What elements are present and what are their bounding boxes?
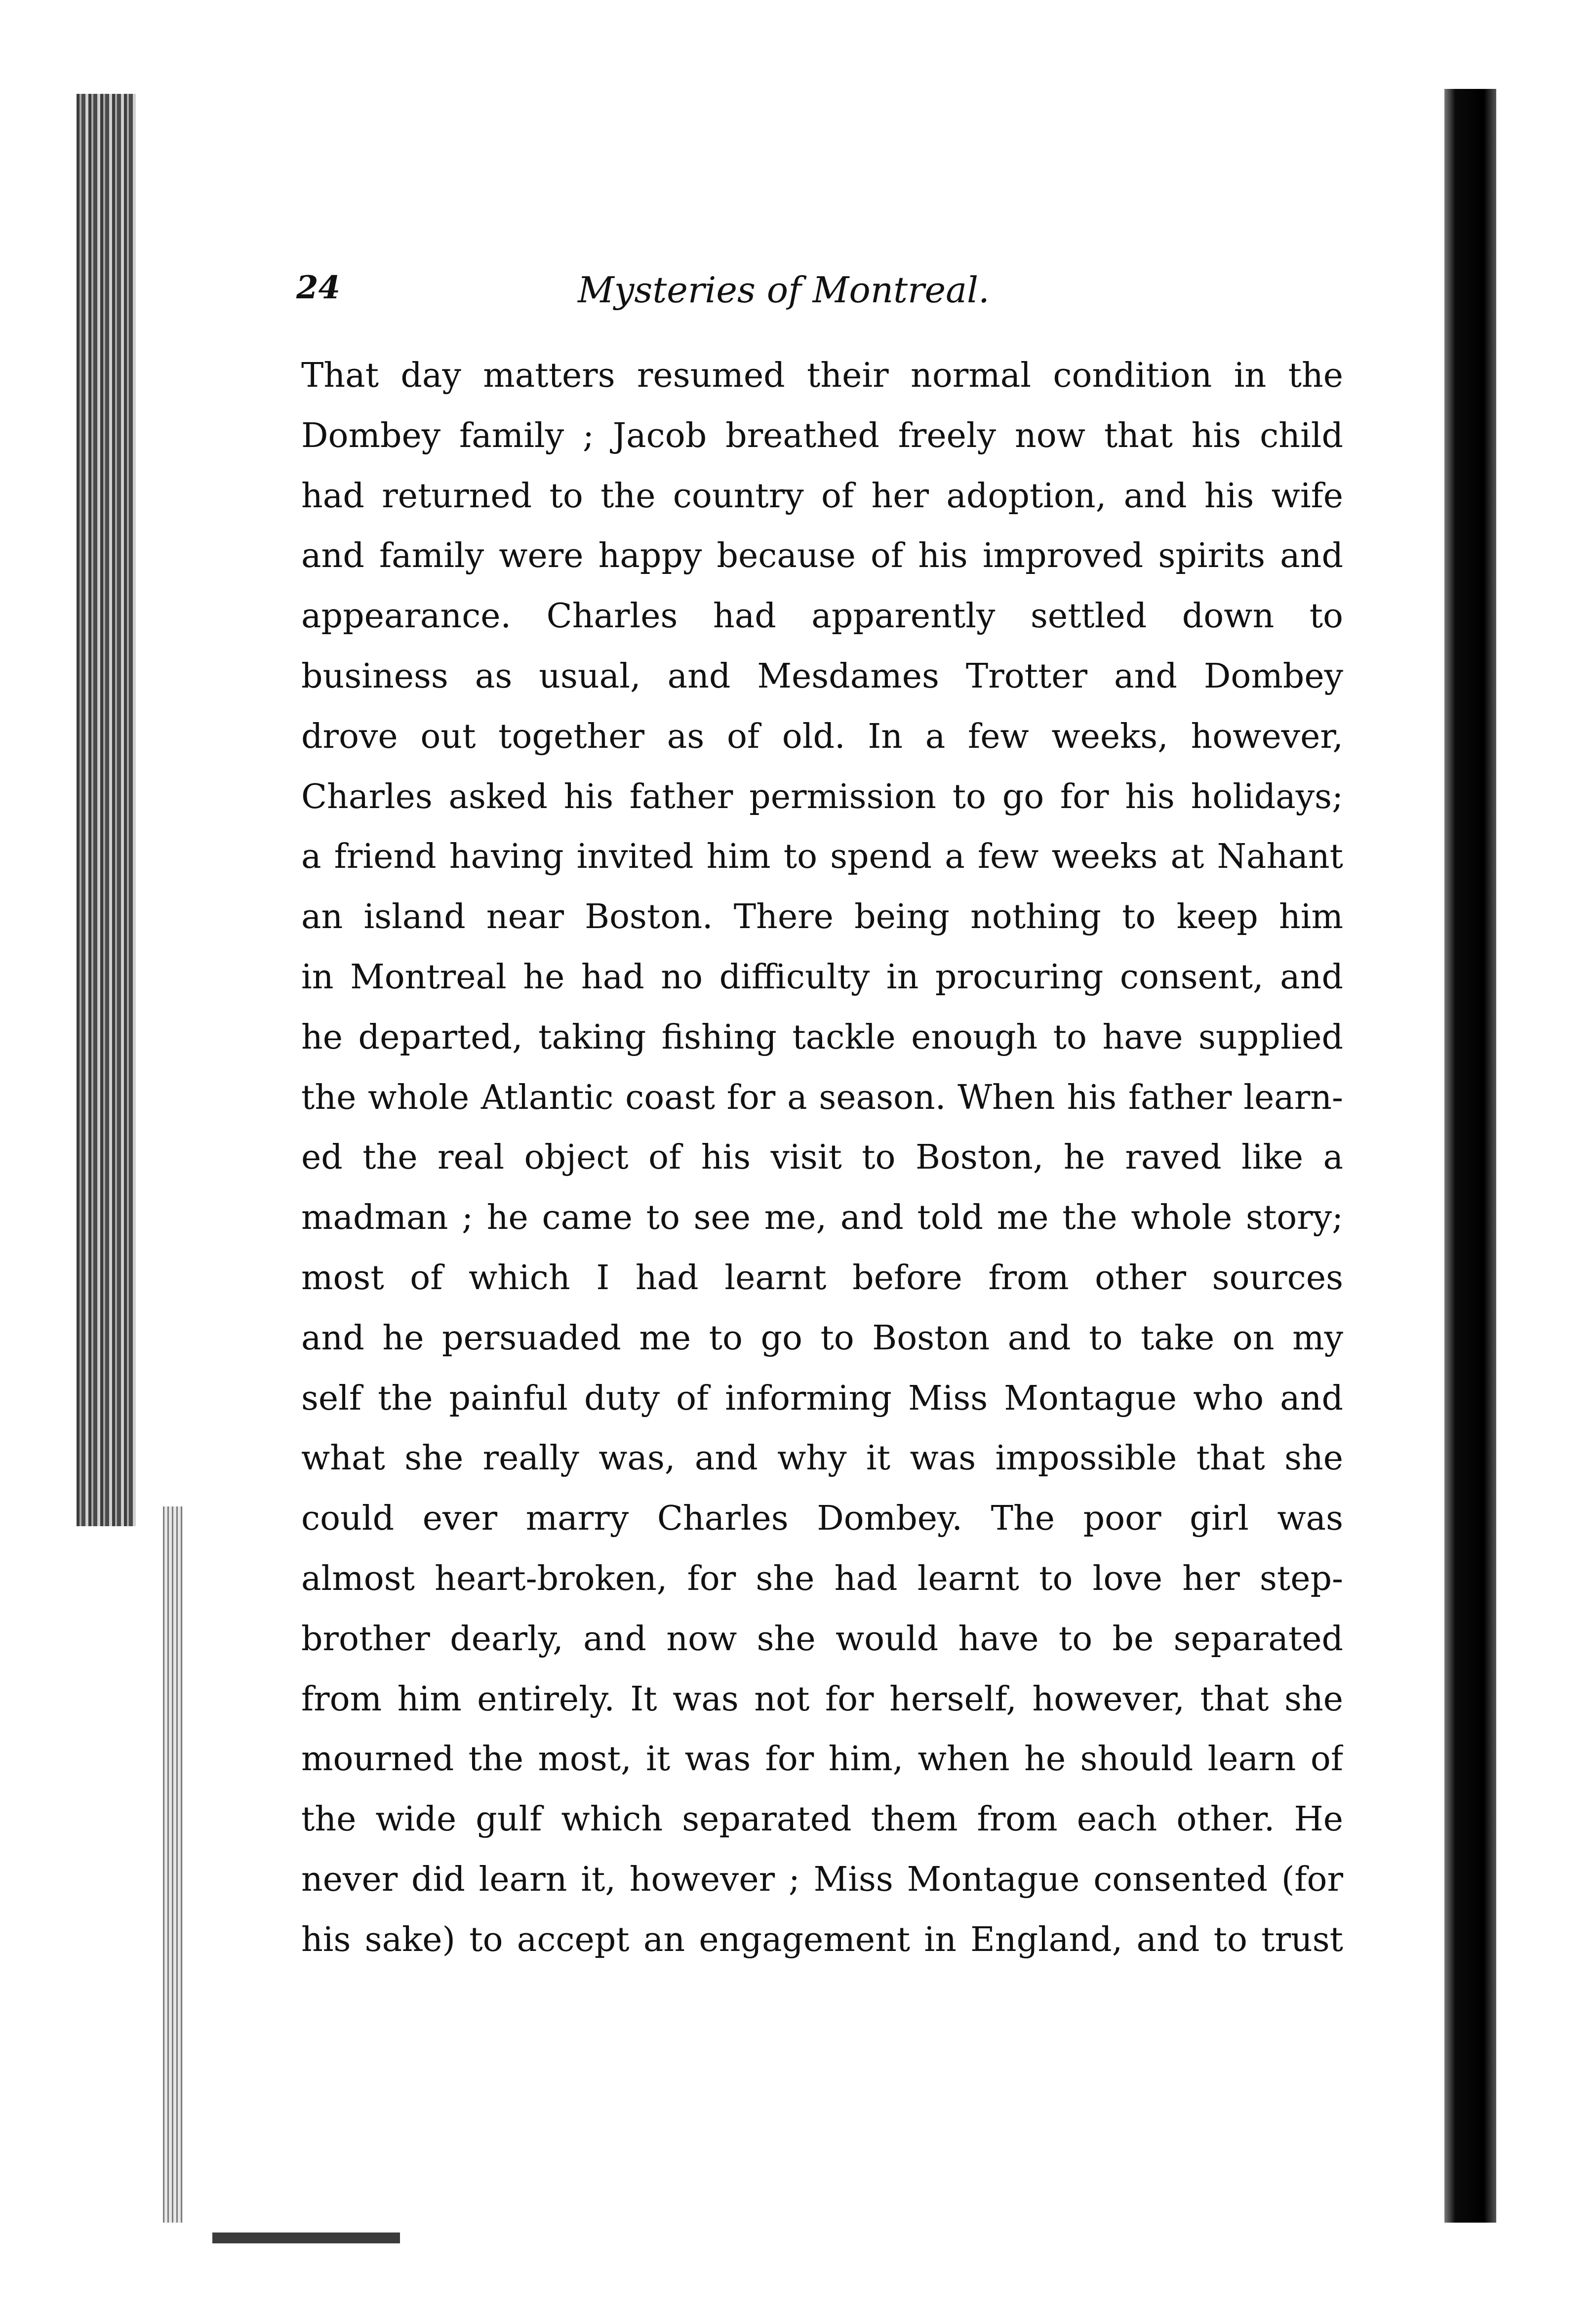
text-line: Dombey family ; Jacob breathed freely now that his child bbox=[301, 416, 1343, 455]
running-title: Mysteries of Montreal. bbox=[578, 269, 990, 311]
text-line: a friend having invited him to spend a few weeks at Nahant bbox=[301, 837, 1343, 877]
text-line: madman ; he came to see me, and told me the whole story; bbox=[301, 1198, 1343, 1238]
text-line: appearance. Charles had apparently settled down to bbox=[301, 597, 1343, 636]
body-text bbox=[301, 346, 1343, 1970]
text-line: drove out together as of old. In a few weeks, however, bbox=[301, 717, 1343, 756]
text-line: his sake) to accept an engagement in England, and to trust bbox=[301, 1920, 1343, 1959]
binding-edge-left-lower bbox=[163, 1506, 183, 2223]
text-line: never did learn it, however ; Miss Montague consented (for bbox=[301, 1860, 1343, 1899]
text-line: ed the real object of his visit to Boston, he raved like a bbox=[301, 1138, 1343, 1177]
text-line: the wide gulf which separated them from each other. He bbox=[301, 1800, 1343, 1839]
text-line: mourned the most, it was for him, when he should learn of bbox=[301, 1740, 1343, 1779]
text-line: he departed, taking fishing tackle enough to have supplied bbox=[301, 1017, 1343, 1057]
text-line: could ever marry Charles Dombey. The poor girl was bbox=[301, 1499, 1343, 1539]
text-line: most of which I had learnt before from other sources bbox=[301, 1258, 1343, 1298]
text-line: business as usual, and Mesdames Trotter and Dombey bbox=[301, 656, 1343, 696]
text-line: almost heart-broken, for she had learnt to love her step- bbox=[301, 1559, 1343, 1598]
binding-edge-bottom bbox=[212, 2233, 400, 2243]
binding-edge-right bbox=[1444, 89, 1496, 2223]
page-header bbox=[296, 269, 1156, 319]
text-line: and he persuaded me to go to Boston and to take on my bbox=[301, 1318, 1343, 1358]
text-line: an island near Boston. There being nothing to keep him bbox=[301, 897, 1343, 937]
text-line: from him entirely. It was not for herself, however, that she bbox=[301, 1679, 1343, 1719]
text-line: self the painful duty of informing Miss Montague who and bbox=[301, 1379, 1343, 1418]
text-line: the whole Atlantic coast for a season. When his father learn- bbox=[301, 1078, 1343, 1117]
text-line: in Montreal he had no difficulty in procuring consent, and bbox=[301, 957, 1343, 997]
text-line: brother dearly, and now she would have to be separated bbox=[301, 1619, 1343, 1659]
text-line: and family were happy because of his improved spirits and bbox=[301, 536, 1343, 576]
text-line: had returned to the country of her adoption, and his wife bbox=[301, 476, 1343, 516]
text-line: what she really was, and why it was impossible that she bbox=[301, 1439, 1343, 1478]
page-number: 24 bbox=[296, 269, 341, 306]
binding-edge-left bbox=[77, 94, 136, 1526]
text-line: That day matters resumed their normal condition in the bbox=[301, 356, 1343, 395]
text-line: Charles asked his father permission to go for his holidays; bbox=[301, 777, 1343, 816]
